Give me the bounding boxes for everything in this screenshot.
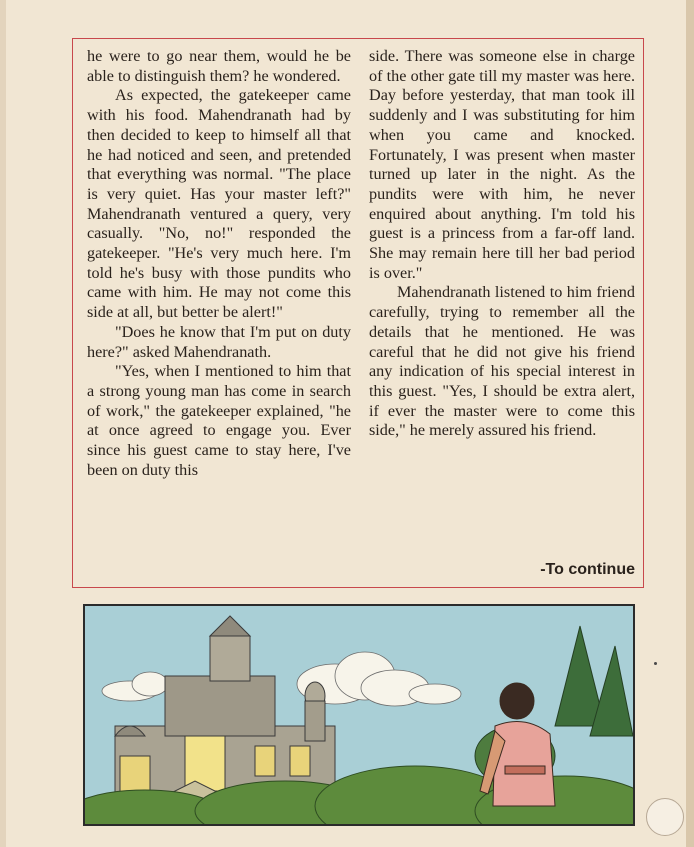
paragraph: "Does he know that I'm put on duty here?" asked Mahendranath. bbox=[87, 322, 351, 361]
paragraph: he were to go near them, would he be able to distinguish them? he wondered. bbox=[87, 47, 351, 85]
right-column bbox=[369, 47, 635, 441]
to-continue-label: -To continue bbox=[540, 561, 635, 578]
palace-scene-image bbox=[85, 606, 633, 824]
paragraph: "Yes, when I mentioned to him that a strong young man has come in search of work," the gatekeeper explained, "he at once agreed to engage you. Ever since his guest came to stay here, I've been on duty this bbox=[87, 362, 351, 479]
story-text-frame bbox=[72, 38, 644, 588]
scan-watermark-stamp bbox=[646, 798, 684, 836]
printed-dot bbox=[654, 662, 657, 665]
paragraph: side. There was someone else in charge of the other gate till my master was here. Day before yesterday, that man took ill suddenly and I was substituting for him when you came and knocked. Fortunately, I was present when master turned up later in the night. As the pundits were with him, he never enquired about anything. I'm told his guest is a princess from a far-off land. She may remain here till her bad period is over." bbox=[369, 47, 635, 282]
paragraph: As expected, the gatekeeper came with his food. Mahendranath had by then decided to keep to himself all that he had noticed and seen, and pretended that everything was normal. "The place is very quiet. Has your master left?" Mahendranath ventured a query, very casually. "No, no!" responded the gatekeeper. "He's very much here. I'm told he's busy with those pundits who came with him. He may not come this side at all, but better be alert!" bbox=[87, 86, 351, 322]
left-column bbox=[87, 47, 351, 480]
story-illustration bbox=[83, 604, 635, 826]
paragraph: Mahendranath listened to him friend carefully, trying to remember all the details that he mentioned. He was careful that he did not give his friend any indication of his special interest in this guest. "Yes, I should be extra alert, if ever the master were to come this side," he merely assured his friend. bbox=[369, 283, 635, 440]
